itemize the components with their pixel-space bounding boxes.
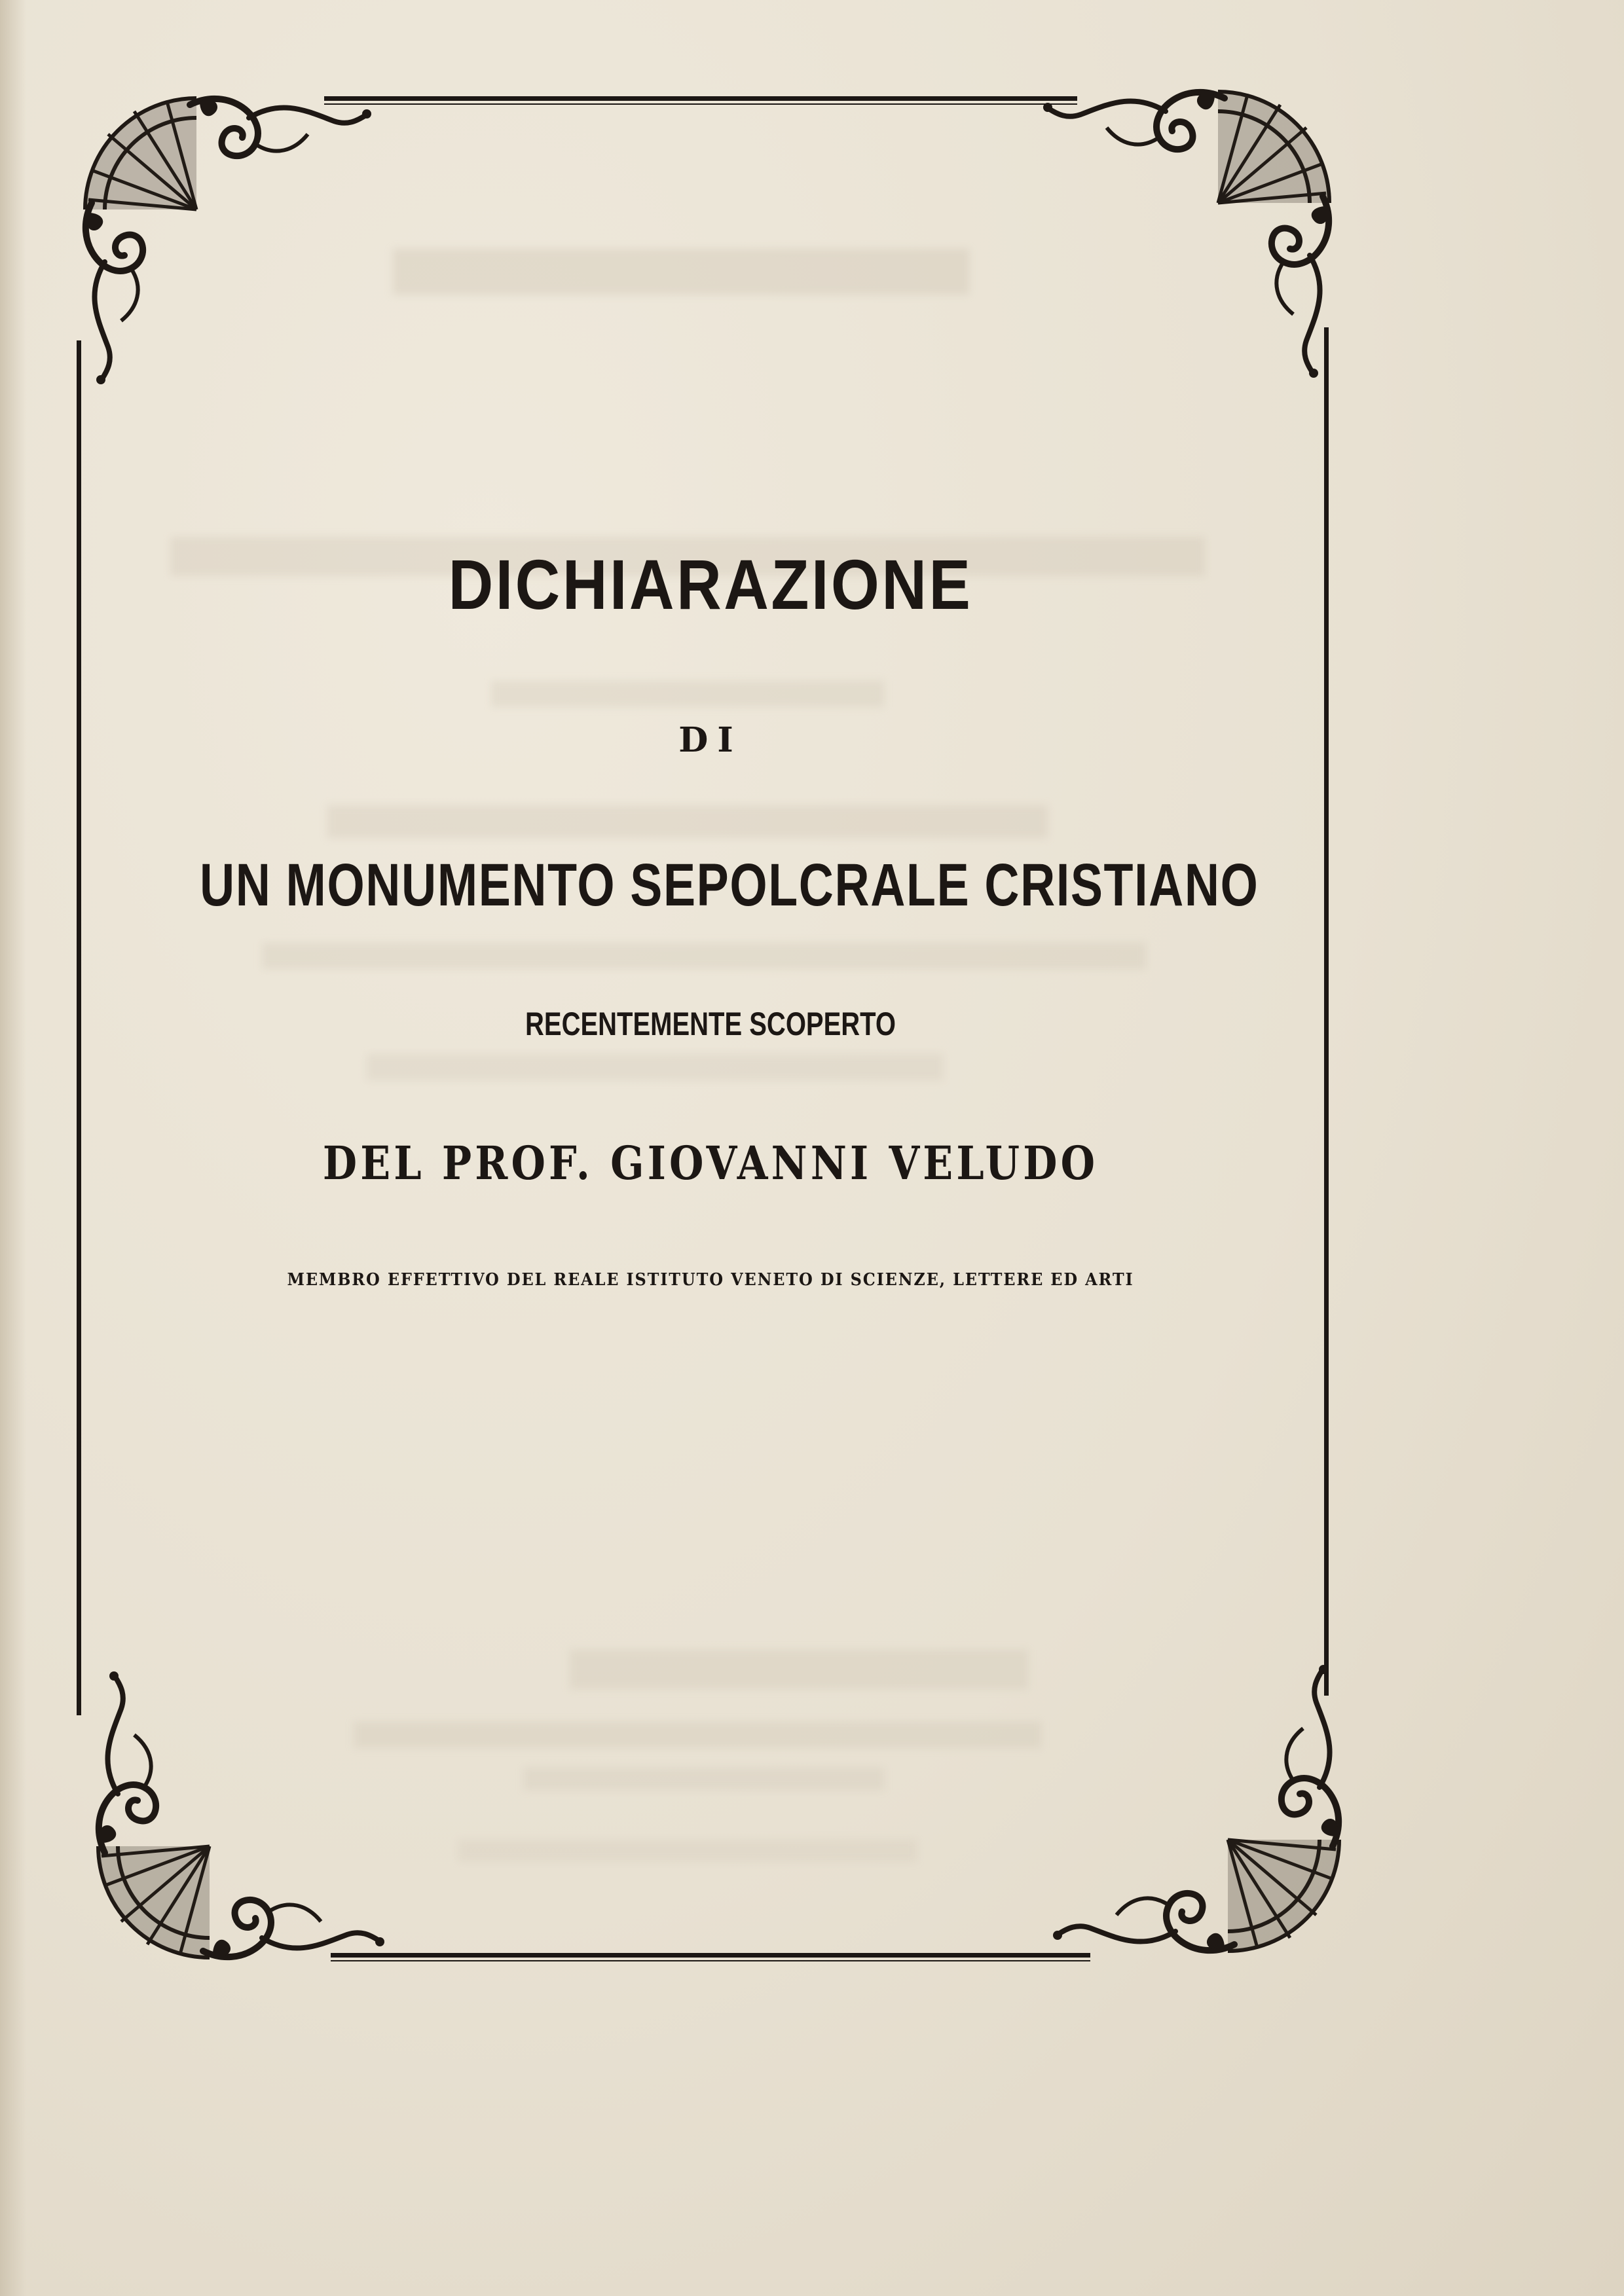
document-subtitle: RECENTEMENTE SCOPERTO (525, 1006, 896, 1042)
author-line: DEL PROF. GIOVANNI VELUDO (322, 1136, 1099, 1190)
document-subject: UN MONUMENTO SEPOLCRALE CRISTIANO (200, 852, 1259, 919)
author-affiliation: MEMBRO EFFETTIVO DEL REALE ISTITUTO VENETO DI SCIENZE, LETTERE ED ARTI (287, 1270, 1134, 1290)
document-title: DICHIARAZIONE (448, 545, 973, 624)
title-connector: DI (678, 720, 743, 760)
